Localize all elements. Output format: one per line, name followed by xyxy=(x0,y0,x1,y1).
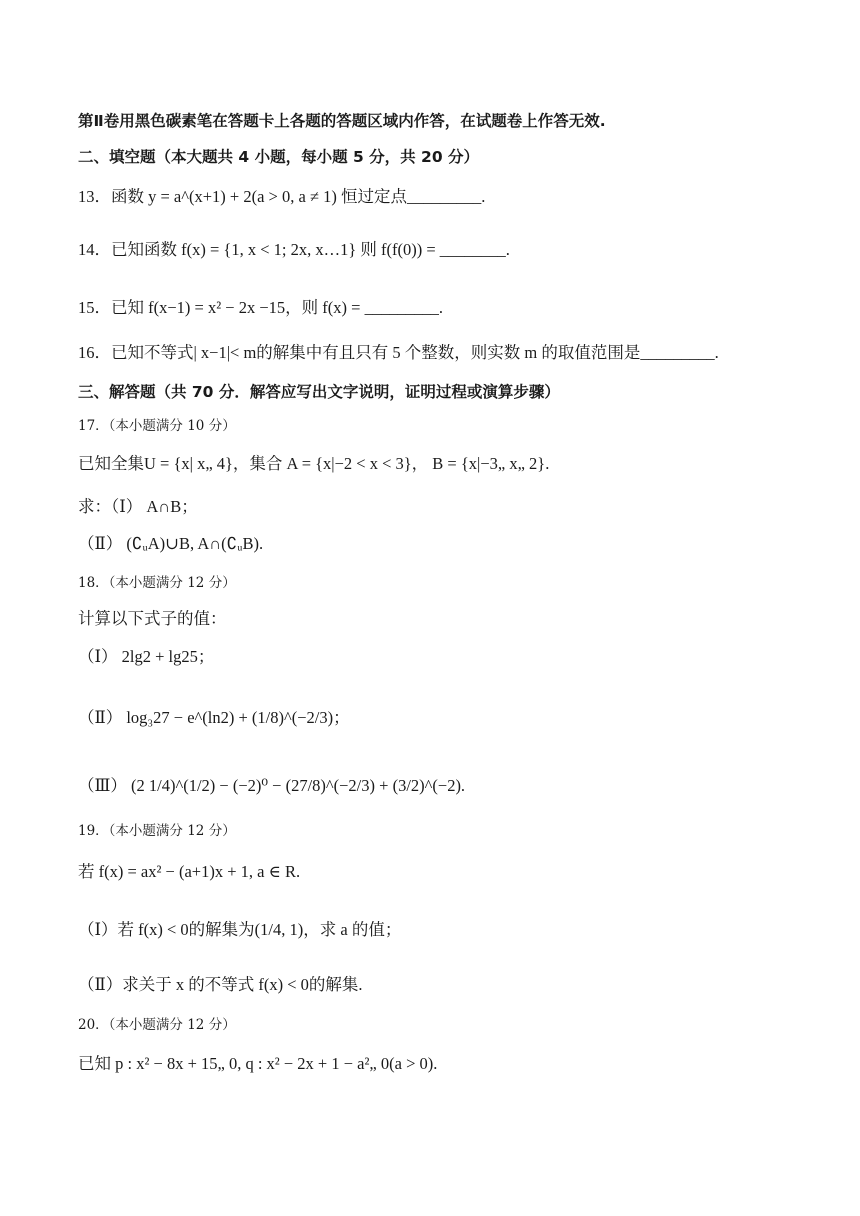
question-14: 14．已知函数 f(x) = {1, x < 1; 2x, x…1} 则 f(f(0)) = ________. xyxy=(78,240,510,259)
instruction-notice: 第Ⅱ卷用黑色碳素笔在答题卡上各题的答题区域内作答，在试题卷上作答无效. xyxy=(78,112,606,130)
question-18-part-2: （Ⅱ） log₃27 − e^(ln2) + (1/8)^(−2/3)； xyxy=(78,708,350,727)
question-17-part-2: （Ⅱ） (∁ᵤA)∪B, A∩(∁ᵤB). xyxy=(78,534,264,553)
question-15: 15．已知 f(x−1) = x² − 2x −15，则 f(x) = _________. xyxy=(78,298,443,317)
question-17-part-1: 求：（Ⅰ） A∩B； xyxy=(78,497,198,516)
question-18-part-3: （Ⅲ） (2 1/4)^(1/2) − (−2)⁰ − (27/8)^(−2/3) + (3/2)^(−2). xyxy=(78,776,466,795)
question-18-text: 计算以下式子的值： xyxy=(78,609,227,628)
question-20-header: 20．（本小题满分 12 分） xyxy=(78,1017,236,1033)
question-13: 13．函数 y = a^(x+1) + 2(a > 0, a ≠ 1) 恒过定点_________. xyxy=(78,187,486,206)
question-18-header: 18．（本小题满分 12 分） xyxy=(78,575,236,591)
question-19-part-1: （Ⅰ）若 f(x) < 0的解集为(1/4, 1)，求 a 的值； xyxy=(78,920,402,939)
question-16: 16．已知不等式| x−1|< m的解集中有且只有 5 个整数，则实数 m 的取值范围是_________. xyxy=(78,343,719,362)
question-19-header: 19．（本小题满分 12 分） xyxy=(78,823,236,839)
question-17-header: 17．（本小题满分 10 分） xyxy=(78,418,236,434)
question-19-part-2: （Ⅱ）求关于 x 的不等式 f(x) < 0的解集. xyxy=(78,975,363,994)
question-20-text: 已知 p : x² − 8x + 15„ 0, q : x² − 2x + 1 − a²„ 0(a > 0). xyxy=(78,1054,438,1073)
question-19-text: 若 f(x) = ax² − (a+1)x + 1, a ∈ R. xyxy=(78,862,301,881)
question-17-text: 已知全集U = {x| x„ 4}，集合 A = {x|−2 < x < 3}， B = {x|−3„ x„ 2}. xyxy=(78,454,550,473)
section-3-title: 三、解答题（共 70 分．解答应写出文字说明，证明过程或演算步骤） xyxy=(78,383,560,401)
section-2-title: 二、填空题（本大题共 4 小题，每小题 5 分，共 20 分） xyxy=(78,148,480,166)
question-18-part-1: （Ⅰ） 2lg2 + lg25； xyxy=(78,647,215,666)
